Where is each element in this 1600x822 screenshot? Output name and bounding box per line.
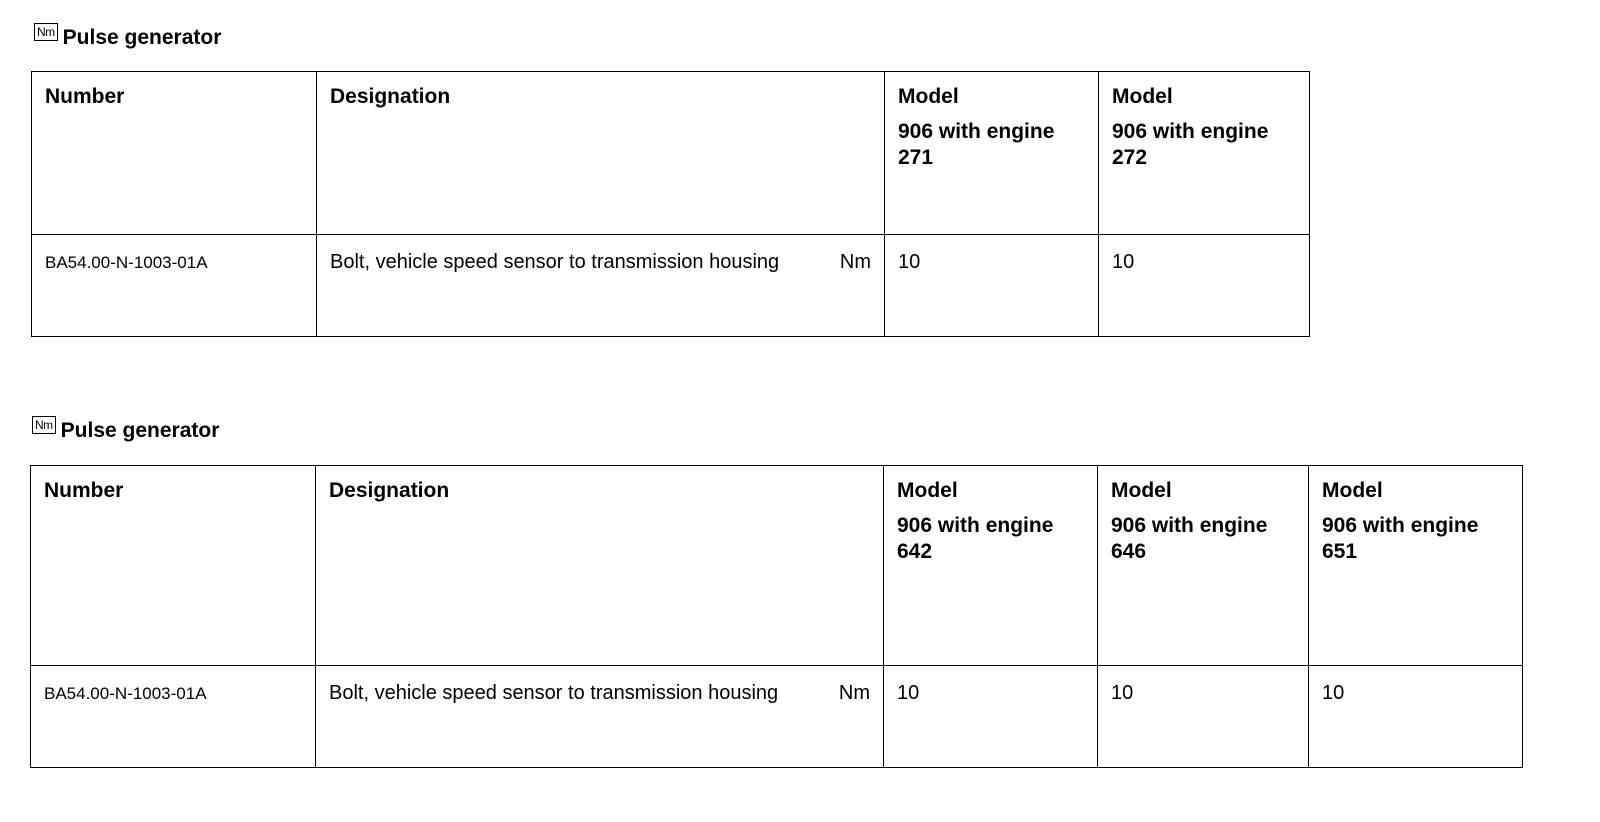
model-column-header [1098,466,1309,666]
section-title [34,26,221,50]
torque-nm-icon: Nm [34,23,58,41]
designation-cell [316,666,884,768]
designation-text: Bolt, vehicle speed sensor to transmission housing [330,251,780,273]
section-title-text: Pulse generator [60,419,220,442]
table-header-row [32,72,1310,235]
torque-value-cell: 10 [884,666,1098,768]
model-column-header [1309,466,1523,666]
section-title-text: Pulse generator [62,26,222,49]
designation-column-header: Designation [317,72,885,235]
model-engine-label: 906 with engine 272 [1112,120,1269,169]
model-engine-label: 906 with engine 651 [1322,514,1479,563]
table-row [31,666,1523,768]
torque-spec-table [31,71,1310,337]
model-column-header [885,72,1099,235]
unit-label: Nm [839,251,871,273]
model-engine-label: 906 with engine 646 [1111,514,1268,563]
section-title [32,419,219,443]
model-engine-label: 906 with engine 271 [898,120,1055,169]
model-engine-label: 906 with engine 642 [897,514,1054,563]
model-column-header [884,466,1098,666]
model-column-header [1099,72,1310,235]
model-label: Model [1322,479,1383,502]
torque-spec-table [30,465,1523,768]
designation-cell [317,235,885,337]
torque-value-cell: 10 [1099,235,1310,337]
model-label: Model [1112,85,1173,108]
unit-label: Nm [838,682,870,704]
model-label: Model [1111,479,1172,502]
model-label: Model [897,479,958,502]
number-column-header: Number [31,466,316,666]
torque-value-cell: 10 [1098,666,1309,768]
part-number-cell: BA54.00-N-1003-01A [31,666,316,768]
part-number-cell: BA54.00-N-1003-01A [32,235,317,337]
model-label: Model [898,85,959,108]
table-row [32,235,1310,337]
torque-value-cell: 10 [1309,666,1523,768]
designation-text: Bolt, vehicle speed sensor to transmission housing [329,682,779,704]
torque-value-cell: 10 [885,235,1099,337]
number-column-header: Number [32,72,317,235]
torque-nm-icon: Nm [32,416,56,434]
designation-column-header: Designation [316,466,884,666]
table-header-row [31,466,1523,666]
